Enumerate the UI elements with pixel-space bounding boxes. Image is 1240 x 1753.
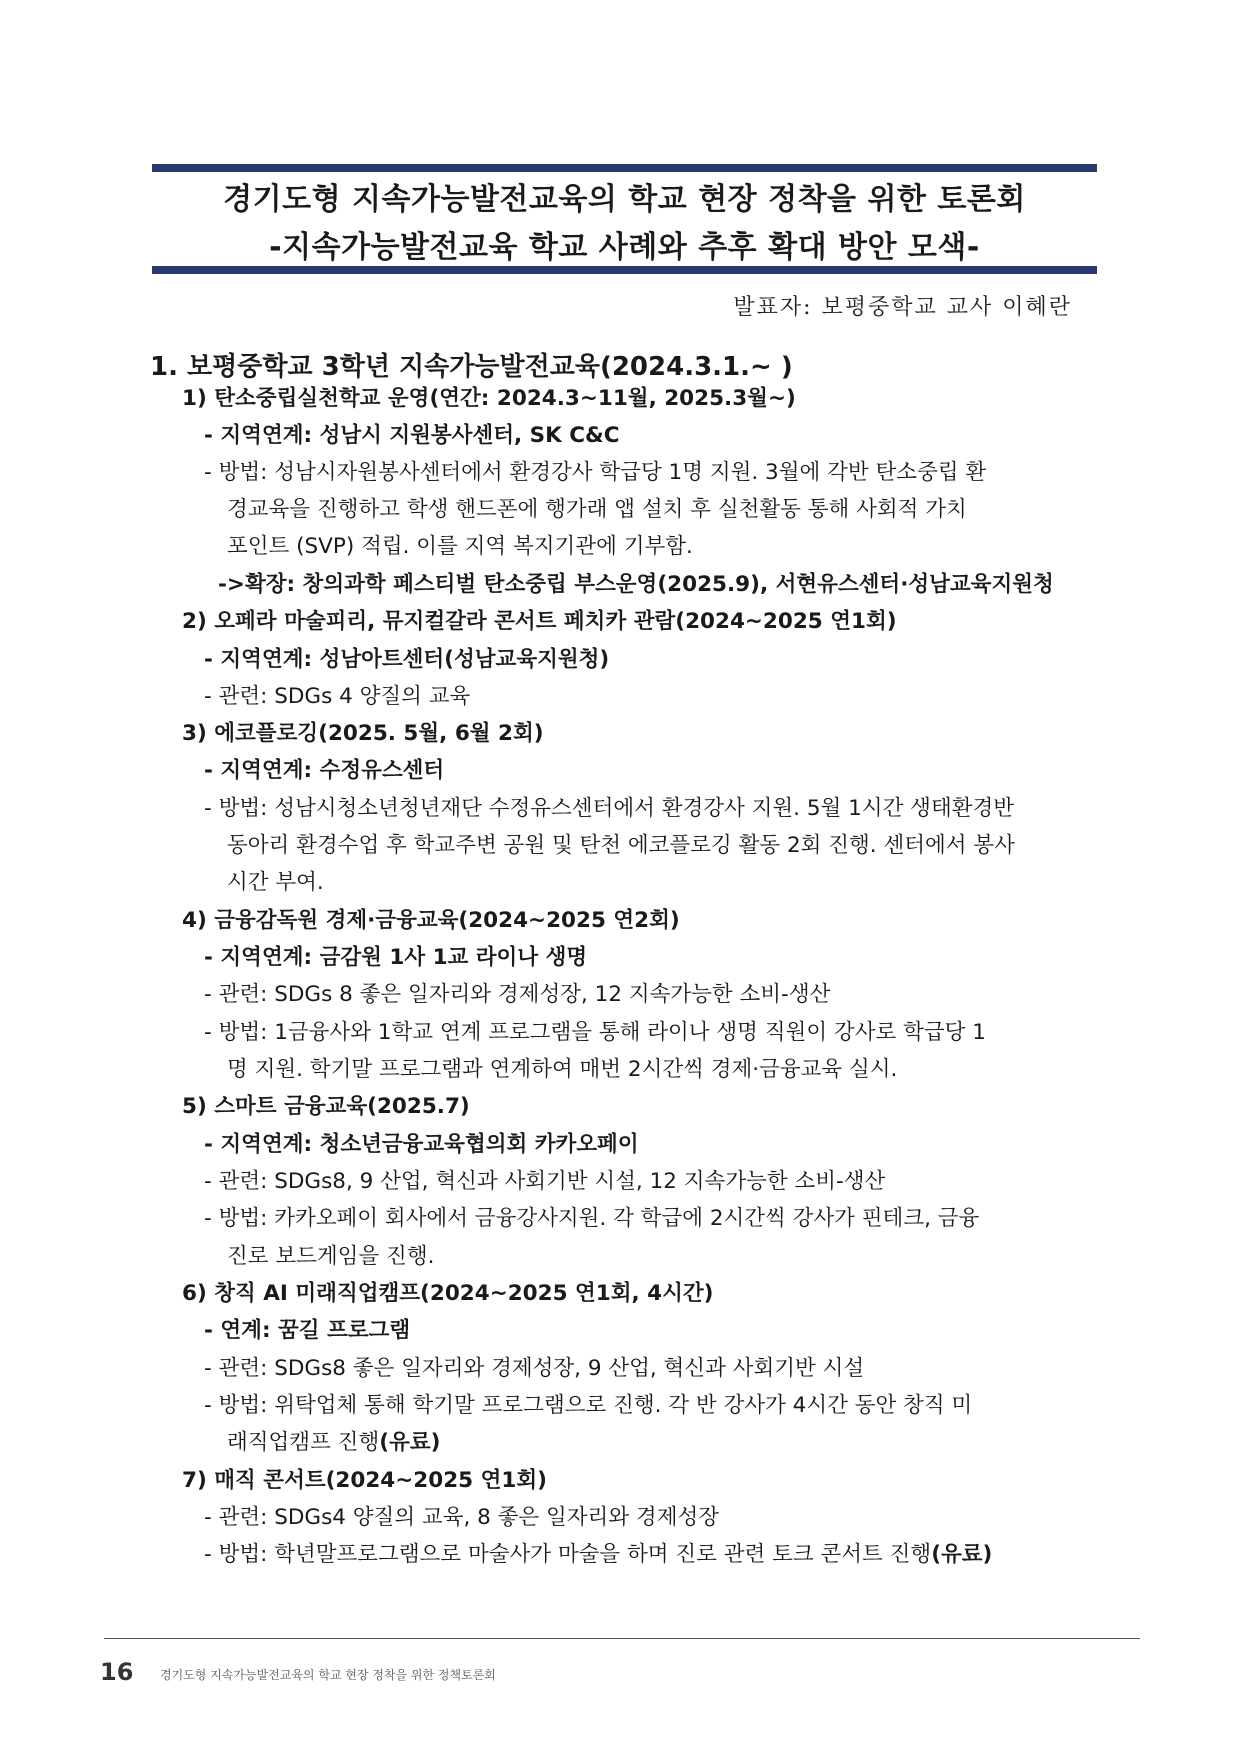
presenter: 발표자: 보평중학교 교사 이혜란	[733, 295, 1072, 320]
item-method-line: 경교육을 진행하고 학생 핸드폰에 행가래 앱 설치 후 실천활동 통해 사회적 가치	[227, 497, 967, 522]
item-related: - 관련: SDGs 8 좋은 일자리와 경제성장, 12 지속가능한 소비-생산	[204, 982, 831, 1007]
item-method-line: 포인트 (SVP) 적립. 이를 지역 복지기관에 기부함.	[227, 534, 693, 559]
item-link: - 지역연계: 성남아트센터(성남교육지원청)	[204, 647, 610, 672]
document-title: 경기도형 지속가능발전교육의 학교 현장 정착을 위한 토론회	[223, 182, 1026, 217]
item-method-line: 시간 부여.	[227, 870, 324, 895]
item-heading: 3) 에코플로깅(2025. 5월, 6월 2회)	[182, 721, 544, 746]
item-method-line: - 방법: 카카오페이 회사에서 금융강사지원. 각 학급에 2시간씩 강사가 핀테크, 금융	[204, 1206, 980, 1231]
item-heading: 1) 탄소중립실천학교 운영(연간: 2024.3~11월, 2025.3월~)	[182, 386, 796, 411]
item-expand: ->확장: 창의과학 페스티벌 탄소중립 부스운영(2025.9), 서현유스센터·성남교육지원청	[218, 572, 1054, 597]
item-related: - 관련: SDGs8, 9 산업, 혁신과 사회기반 시설, 12 지속가능한 소비-생산	[204, 1169, 886, 1194]
item-related: - 관련: SDGs4 양질의 교육, 8 좋은 일자리와 경제성장	[204, 1505, 720, 1530]
item-heading: 4) 금융감독원 경제·금융교육(2024~2025 연2회)	[182, 908, 680, 933]
page-number: 16	[100, 1658, 134, 1686]
item-related: - 관련: SDGs 4 양질의 교육	[204, 684, 471, 709]
item-method-line-with-suffix	[227, 1430, 440, 1456]
item-method-text: - 방법: 학년말프로그램으로 마술사가 마술을 하며 진로 관련 토크 콘서트 진행	[204, 1542, 932, 1567]
paid-suffix: (유료)	[931, 1542, 993, 1567]
item-heading: 2) 오페라 마술피리, 뮤지컬갈라 콘서트 페치카 관람(2024~2025 연1회)	[182, 609, 897, 634]
item-heading: 5) 스마트 금융교육(2025.7)	[182, 1094, 470, 1119]
item-method-line: - 방법: 1금융사와 1학교 연계 프로그램을 통해 라이나 생명 직원이 강사로 학급당 1	[204, 1020, 986, 1045]
title-bottom-rule	[152, 266, 1097, 274]
footer-title: 경기도형 지속가능발전교육의 학교 현장 정착을 위한 정책토론회	[160, 1668, 496, 1682]
item-link: - 지역연계: 금감원 1사 1교 라이나 생명	[204, 945, 588, 970]
item-method-line: 진로 보드게임을 진행.	[227, 1244, 435, 1269]
item-method-line-with-suffix	[204, 1542, 992, 1568]
item-related: - 관련: SDGs8 좋은 일자리와 경제성장, 9 산업, 혁신과 사회기반 시설	[204, 1356, 865, 1381]
title-top-rule	[152, 164, 1097, 172]
item-heading: 7) 매직 콘서트(2024~2025 연1회)	[182, 1468, 547, 1493]
item-link: - 연계: 꿈길 프로그램	[204, 1318, 411, 1343]
item-link: - 지역연계: 청소년금융교육협의회 카카오페이	[204, 1132, 639, 1157]
item-heading: 6) 창직 AI 미래직업캠프(2024~2025 연1회, 4시간)	[182, 1281, 714, 1306]
item-method-line: - 방법: 위탁업체 통해 학기말 프로그램으로 진행. 각 반 강사가 4시간 동안 창직 미	[204, 1393, 973, 1418]
section-heading: 1. 보평중학교 3학년 지속가능발전교육(2024.3.1.~ )	[150, 352, 793, 382]
footer-rule	[104, 1638, 1140, 1639]
item-link: - 지역연계: 성남시 지원봉사센터, SK C&C	[204, 423, 620, 448]
item-method-line: - 방법: 성남시자원봉사센터에서 환경강사 학급당 1명 지원. 3월에 각반 탄소중립 환	[204, 460, 987, 485]
document-subtitle: -지속가능발전교육 학교 사례와 추후 확대 방안 모색-	[269, 230, 980, 265]
paid-suffix: (유료)	[379, 1430, 441, 1455]
item-method-line: - 방법: 성남시청소년청년재단 수정유스센터에서 환경강사 지원. 5월 1시간 생태환경반	[204, 796, 1015, 821]
item-method-text: 래직업캠프 진행	[227, 1430, 380, 1455]
item-link: - 지역연계: 수정유스센터	[204, 758, 445, 783]
item-method-line: 명 지원. 학기말 프로그램과 연계하여 매번 2시간씩 경제·금융교육 실시.	[227, 1057, 898, 1082]
item-method-line: 동아리 환경수업 후 학교주변 공원 및 탄천 에코플로깅 활동 2회 진행. 센터에서 봉사	[227, 833, 1015, 858]
